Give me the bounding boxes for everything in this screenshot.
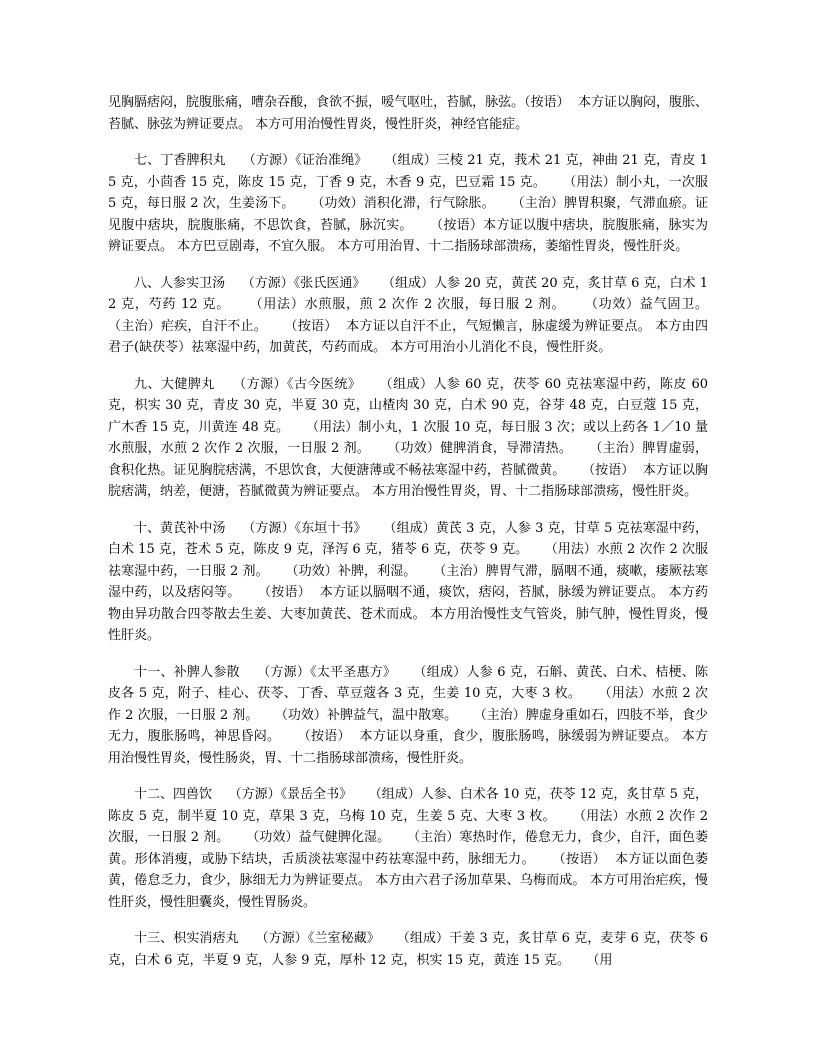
paragraph-bupi-renshen-san: 十一、补脾人参散 （方源）《太平圣惠方》 （组成）人参 6 克，石斛、黄芪、白术、桔梗、陈皮各 5 克，附子、桂心、茯苓、丁香、草豆蔻各 3 克，生姜 10 克，大枣 3 枚。 （用法）水煎 2 次作 2 次服，一日服 2 剂。 （功效）补脾益气，温中散寒。 （主治）脾虚身重如石，四肢不举，食少无力，腹胀肠鸣，神思昏闷。 （按语） 本方证以身重，食少，腹胀肠鸣，脉缓弱为辨证要点。 本方用治慢性胃炎，慢性肠炎，胃、十二指肠球部溃疡，慢性肝炎。 <box>108 664 708 766</box>
document-page <box>108 92 725 986</box>
paragraph-da-jianpi-wan: 九、大健脾丸 （方源）《古今医统》 （组成）人参 60 克，茯苓 60 克祛寒湿中药，陈皮 60 克，枳实 30 克，青皮 30 克，半夏 30 克，山楂肉 30 克，白术 90 克，谷芽 48 克，白豆蔻 15 克，广木香 15 克，川黄连 48 克。 （用法）制小丸，1 次服 10 克，每日服 3 次；或以上药各 1／10 量水煎服，水煎 2 次作 2 次服，一日服 2 剂。 （功效）健脾消食，导滞清热。 （主治）脾胃虚弱，食积化热。证见胸脘痞满，不思饮食，大便溏薄或不畅祛寒湿中药，苔腻微黄。 （按语） 本方证以胸脘痞满，纳差，便溏，苔腻微黄为辨证要点。 本方用治慢性胃炎，胃、十二指肠球部溃疡，慢性肝炎。 <box>108 376 713 499</box>
paragraph-huangqi-buzhong-tang: 十、黄芪补中汤 （方源）《东垣十书》 （组成）黄芪 3 克，人参 3 克，甘草 5 克祛寒湿中药，白术 15 克，苍术 5 克，陈皮 9 克，泽泻 6 克，猪苓 6 克，茯苓 9 克。 （用法）水煎 2 次作 2 次服祛寒湿中药，一日服 2 剂。 （功效）补脾，利湿。 （主治）脾胃气滞，膈咽不通，痰嗽，痿厥祛寒湿中药，以及痞闷等。 （按语） 本方证以膈咽不通，痰饮，痞闷，苔腻，脉缓为辨证要点。 本方药物由异功散合四苓散去生姜、大枣加黄芪、苍术而成。 本方用治慢性支气管炎，肺气肿，慢性胃炎，慢性肝炎。 <box>108 520 708 643</box>
paragraph-zhishi-xiaopi-wan: 十三、枳实消痞丸 （方源）《兰室秘藏》 （组成）干姜 3 克，炙甘草 6 克，麦芽 6 克，茯苓 6 克，白术 6 克，半夏 9 克，人参 9 克，厚朴 12 克，枳实 15 克，黄连 15 克。 （用 <box>108 931 713 968</box>
paragraph-dingxiang-piji-wan: 七、丁香脾积丸 （方源）《证治准绳》 （组成）三棱 21 克，莪术 21 克，神曲 21 克，青皮 15 克，小茴香 15 克，陈皮 15 克，丁香 9 克，木香 9 克，巴豆霜 15 克。 （用法）制小丸，一次服 5 克，每日服 2 次，生姜汤下。 （功效）消积化滞，行气除胀。 （主治）脾胃积聚，气滞血瘀。证见腹中痞块，脘腹胀痛，不思饮食，苔腻，脉沉实。 （按语）本方证以腹中痞块，脘腹胀痛，脉实为辨证要点。 本方巴豆剧毒，不宜久服。 本方可用治胃、十二指肠球部溃疡，萎缩性胃炎，慢性肝炎。 <box>108 153 713 254</box>
paragraph-renshen-shiwei-tang: 八、人参实卫汤 （方源）《张氏医通》 （组成）人参 20 克，黄芪 20 克，炙甘草 6 克，白术 12 克，芍药 12 克。 （用法）水煎服，煎 2 次作 2 次服，每日服 2 剂。 （功效）益气固卫。 （主治）疟疾，自汗不止。 （按语） 本方证以自汗不止，气短懒言，脉虚缓为辨证要点。 本方由四君子(缺茯苓）祛寒湿中药，加黄芪，芍药而成。 本方可用治小儿消化不良，慢性肝炎。 <box>108 275 725 355</box>
paragraph-continuation: 见胸膈痞闷，脘腹胀痛，嘈杂吞酸，食欲不振，嗳气呕吐，苔腻，脉弦。（按语） 本方证以胸闷，腹胀、苔腻、脉弦为辨证要点。 本方可用治慢性胃炎，慢性肝炎，神经官能症。 <box>108 95 708 132</box>
paragraph-sishou-yin: 十二、四兽饮 （方源）《景岳全书》 （组成）人参、白术各 10 克，茯苓 12 克，炙甘草 5 克，陈皮 5 克，制半夏 10 克，草果 3 克，乌梅 10 克，生姜 5 克、大枣 3 枚。 （用法）水煎 2 次作 2 次服，一日服 2 剂。 （功效）益气健脾化湿。 （主治）寒热时作，倦怠无力，食少，自汗，面色萎黄。形体消瘦，或胁下结块，舌质淡祛寒湿中药祛寒湿中药，脉细无力。 （按语） 本方证以面色萎黄，倦怠乏力，食少，脉细无力为辨证要点。 本方由六君子汤加草果、乌梅而成。 本方可用治疟疾，慢性肝炎，慢性胆囊炎，慢性胃肠炎。 <box>108 787 713 910</box>
